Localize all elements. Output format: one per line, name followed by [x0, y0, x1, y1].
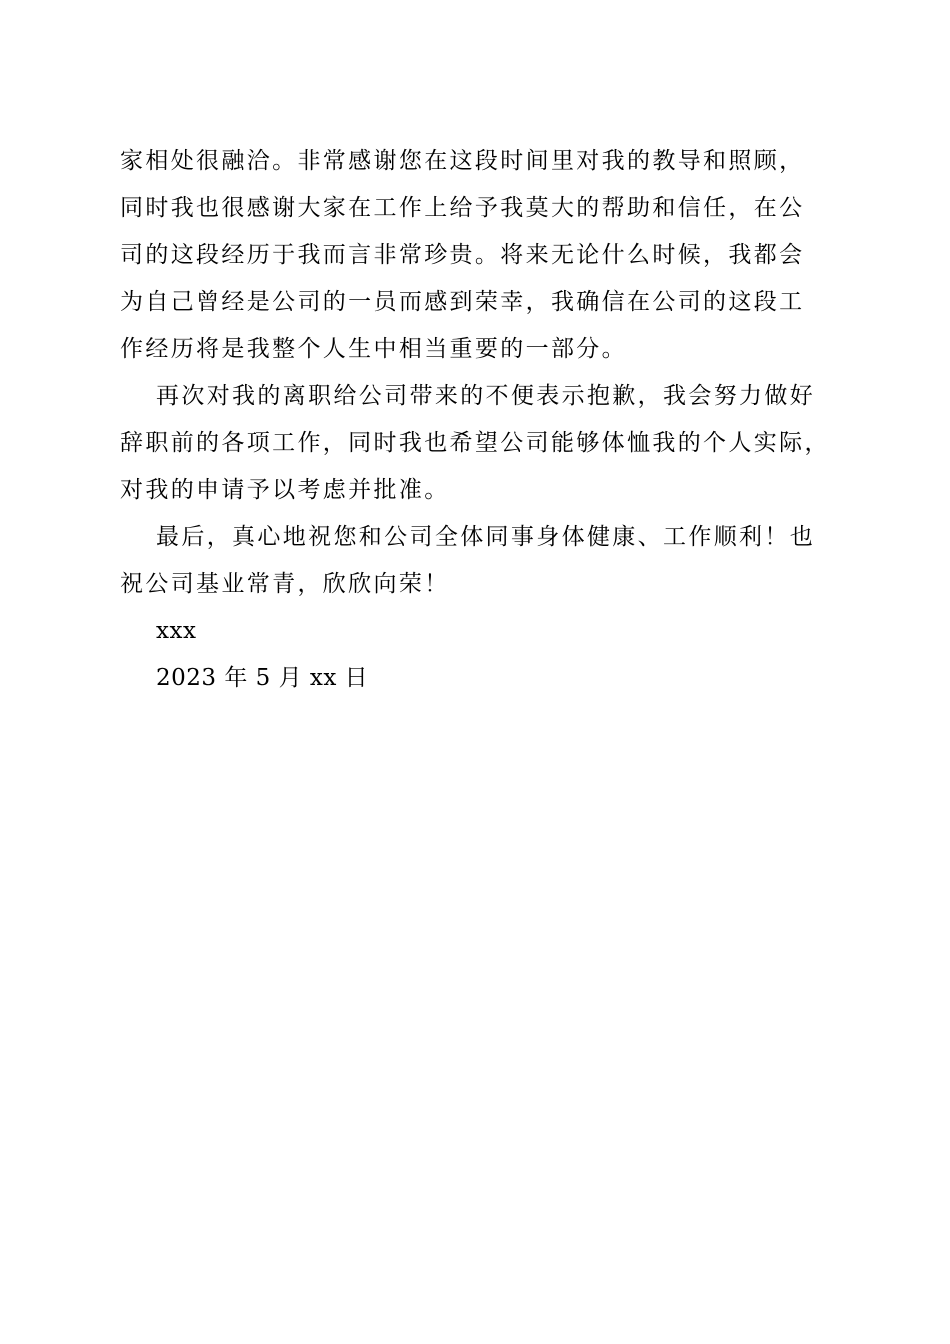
letter-body — [120, 138, 830, 702]
paragraph-line: 作经历将是我整个人生中相当重要的一部分。 — [120, 336, 627, 362]
paragraph-gratitude — [120, 138, 830, 373]
paragraph-line: 再次对我的离职给公司带来的不便表示抱歉，我会努力做好 — [156, 383, 816, 409]
paragraph-line: 辞职前的各项工作，同时我也希望公司能够体恤我的个人实际， — [120, 430, 830, 456]
paragraph-line: 对我的申请予以考虑并批准。 — [120, 477, 450, 503]
paragraph-line: 祝公司基业常青，欣欣向荣！ — [120, 571, 450, 597]
paragraph-line: 家相处很融洽。非常感谢您在这段时间里对我的教导和照顾， — [120, 148, 805, 174]
paragraph-line: 为自己曾经是公司的一员而感到荣幸，我确信在公司的这段工 — [120, 289, 805, 315]
paragraph-closing-wishes — [120, 514, 830, 608]
paragraph-line: 同时我也很感谢大家在工作上给予我莫大的帮助和信任，在公 — [120, 195, 805, 221]
signature-date: 2023 年 5 月 xx 日 — [156, 665, 369, 691]
signature: xxx — [156, 618, 197, 644]
paragraph-line: 司的这段经历于我而言非常珍贵。将来无论什么时候，我都会 — [120, 242, 805, 268]
paragraph-line: 最后，真心地祝您和公司全体同事身体健康、工作顺利！也 — [156, 524, 816, 550]
paragraph-apology — [120, 373, 830, 514]
